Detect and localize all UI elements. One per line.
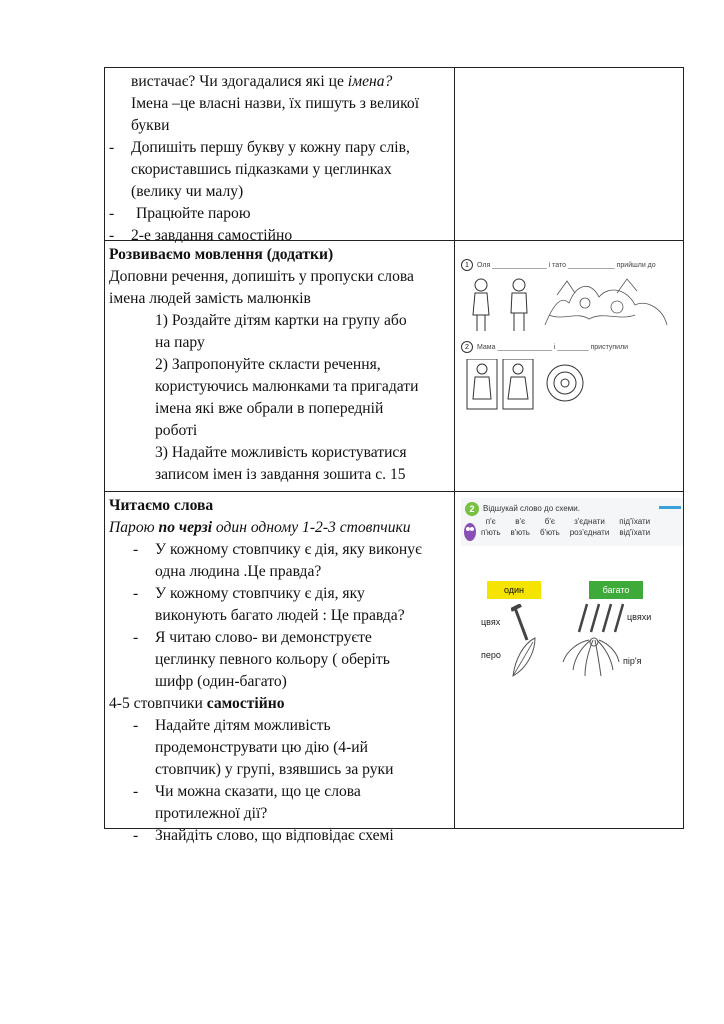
girl-figure-2 <box>503 359 533 409</box>
task-title: Відшукай слово до схеми. <box>483 504 580 513</box>
list-item: - Чи можна сказати, що це слова протилежної дії? <box>133 783 361 822</box>
task-number: 2 <box>465 502 479 516</box>
list-item: - Допишіть першу букву у кожну пару слів, скориставшись підказками у цеглинках (велику чи малу) <box>109 139 410 200</box>
table-row <box>104 67 684 244</box>
text-line: Імена –це власні назви, їх пишуть з великої <box>131 95 420 112</box>
text-line: Доповни речення, допишіть у пропуски слова <box>109 268 414 285</box>
worksheet-line-2: 2 Мама ______________ і ________ приступили <box>461 341 628 353</box>
feathers-icon <box>559 636 621 682</box>
word-column: б'є б'ють <box>539 517 560 537</box>
word-feather: перо <box>481 650 501 660</box>
text-line: імена людей замість малюнків <box>109 290 311 307</box>
many-tag: багато <box>589 581 643 599</box>
list-item: - У кожному стовпчику є дія, яку виконують багато людей : Це правда? <box>133 585 405 624</box>
row1-right-cell <box>455 68 683 240</box>
row3-left-cell <box>105 492 455 844</box>
list-item: - Я читаю слово- ви демонструєте цеглинку певного кольору ( оберіть шифр (один-багато) <box>133 629 390 690</box>
table-row <box>104 492 684 844</box>
text-line: букви <box>131 117 170 134</box>
word-nail: цвях <box>481 617 501 627</box>
step-item: 3) Надайте можливість користуватися записом імен із завдання зошита с. 15 <box>155 444 407 483</box>
list-item: - У кожному стовпчику є дія, яку виконує одна людина .Це правда? <box>133 541 422 580</box>
list-item: - Надайте дітям можливість продемонструвати цю дію (4-ий стовпчик) у групі, взявшись за руки <box>133 717 394 778</box>
schema-lines-icon <box>659 506 681 509</box>
list-item: - Знайдіть слово, що відповідає схемі <box>133 827 394 844</box>
word-column: під'їхати від'їхати <box>619 517 651 537</box>
row1-left-cell <box>105 68 455 244</box>
subtitle: Парою по черзі один одному 1-2-3 стовпчики <box>109 519 411 536</box>
word-column: в'є в'ють <box>510 517 530 537</box>
step-item: 2) Запропонуйте скласти речення, користуючись малюнками та пригадати імена які вже обрали в попередній роботі <box>155 356 419 439</box>
row2-right-cell <box>455 241 683 491</box>
lesson-table <box>104 67 684 844</box>
owl-icon <box>463 518 477 542</box>
nails-icon <box>573 600 629 636</box>
list-item: - Працюйте парою <box>109 205 251 222</box>
word-nails: цвяхи <box>627 612 652 622</box>
girl-figure <box>473 279 489 331</box>
text-line: вистачає? Чи здогадалися які це імена? <box>131 73 393 90</box>
text-line: 4-5 стовпчики самостійно <box>109 695 285 712</box>
word-columns <box>481 516 650 538</box>
worksheet-line-1: 1 Оля ______________ і тато ____________ прийшли до <box>461 259 656 271</box>
section-heading: Розвиваємо мовлення (додатки) <box>109 246 334 263</box>
word-column: п'є п'ють <box>481 517 501 537</box>
figures-drawing <box>465 359 595 411</box>
word-column: з'єднати роз'єднати <box>569 517 610 537</box>
woman-figure <box>467 359 497 409</box>
word-feathers: пір'я <box>623 656 642 666</box>
section-heading: Читаємо слова <box>109 497 214 514</box>
row2-left-cell <box>105 241 455 491</box>
row3-right-cell <box>455 492 683 828</box>
feather-icon <box>509 636 539 678</box>
word-schema-panel <box>461 498 683 546</box>
round-bread <box>547 365 583 401</box>
one-tag: один <box>487 581 541 599</box>
step-item: 1) Роздайте дітям картки на групу або на пару <box>155 312 407 351</box>
scenery-drawing <box>467 275 679 335</box>
list-item: - 2-е завдання самостійно <box>109 227 293 244</box>
boy-figure <box>511 279 527 331</box>
table-row <box>104 241 684 492</box>
